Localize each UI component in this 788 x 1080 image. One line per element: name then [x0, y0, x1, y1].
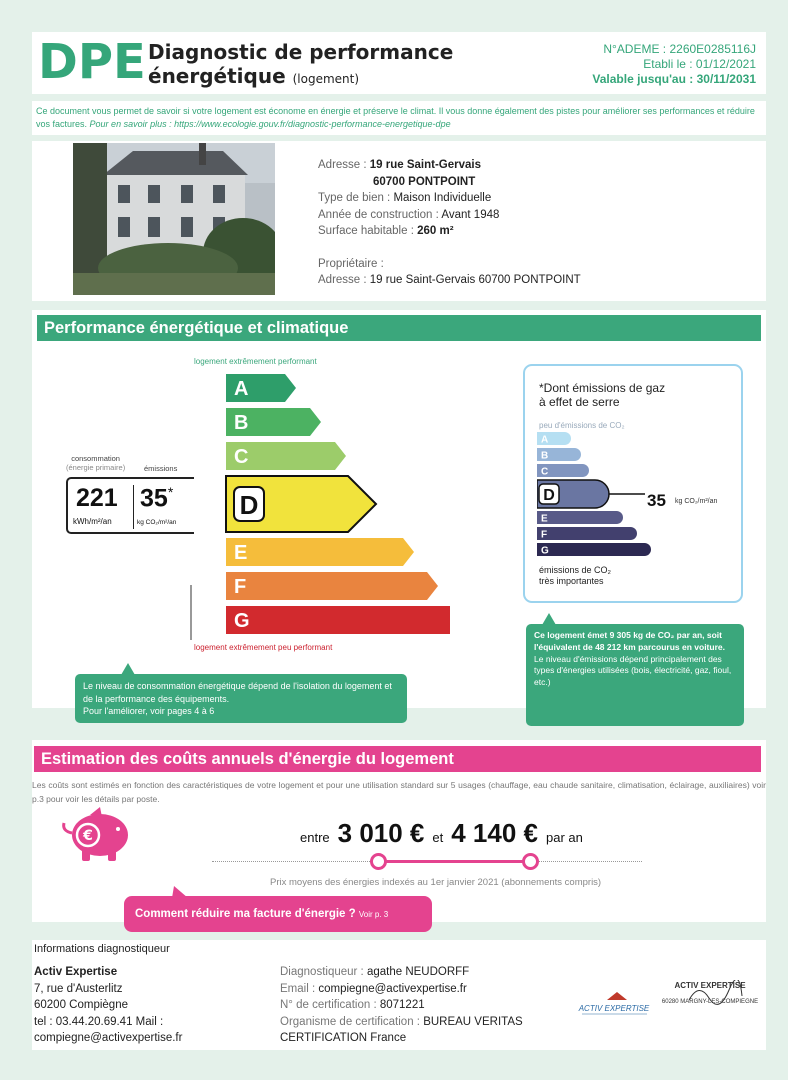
consumption-label-2: (énergie primaire): [66, 463, 126, 472]
per-year-label: par an: [545, 830, 583, 845]
company-address-2: 60200 Compiègne: [34, 999, 128, 1011]
established-date: Etabli le : 01/12/2021: [643, 57, 756, 71]
energy-class-a: [226, 374, 296, 402]
piggy-bank-icon: [60, 805, 132, 863]
ges-value: 35: [647, 491, 666, 510]
stamp-line: 60280 MARGNY-LES-COMPIEGNE: [661, 999, 759, 1005]
ademe-number: N°ADEME : 2260E0285116J: [603, 42, 756, 56]
energy-tip: [75, 674, 407, 723]
emissions-number: 35: [140, 484, 168, 513]
cert-value: 8071221: [379, 999, 425, 1011]
company-info: [34, 964, 182, 1047]
ges-unit: kg CO₂/m²/an: [675, 498, 718, 505]
ges-class-d: [537, 480, 645, 508]
svg-text:D: D: [543, 487, 555, 504]
ges-title-2: à effet de serre: [539, 395, 620, 409]
valid-until: Valable jusqu'au : 30/11/2031: [592, 72, 756, 86]
ges-bottom-label: [539, 565, 611, 587]
svg-text:A: A: [541, 434, 549, 446]
performance-section: [32, 310, 766, 716]
svg-text:E: E: [541, 513, 548, 525]
email-value[interactable]: compiegne@activexpertise.fr: [318, 982, 467, 995]
svg-text:G: G: [541, 545, 549, 557]
svg-text:A: A: [234, 378, 249, 400]
org-value-2: CERTIFICATION France: [280, 1032, 407, 1044]
energy-tip-line-1: Le niveau de consommation énergétique dépend de l'isolation du logement et de la performance des équipements.: [83, 681, 392, 704]
type-label: Type de bien :: [318, 192, 391, 204]
energy-class-b: [226, 408, 321, 436]
box-separator: [133, 485, 134, 529]
ges-title: [539, 381, 665, 409]
emissions-unit: kg CO₂/m²/an: [137, 519, 177, 526]
ges-class-c: [537, 464, 589, 478]
energy-class-e: [226, 538, 414, 566]
owner-address-value: 19 rue Saint-Gervais 60700 PONTPOINT: [369, 274, 581, 286]
svg-text:C: C: [234, 446, 249, 468]
surface-label: Surface habitable :: [318, 225, 414, 237]
ges-class-b: [537, 448, 581, 462]
signature-mark: [684, 980, 744, 1006]
diagnostician-info: [280, 964, 523, 1047]
consumption-label-1: consommation: [71, 454, 120, 463]
property-info: [318, 157, 581, 289]
ges-class-g: [537, 543, 651, 557]
reduce-bill-link[interactable]: Voir p. 3: [358, 910, 389, 919]
costs-description: Les coûts sont estimés en fonction des caractéristiques de votre logement et pour une utilisation standard sur 5 usages (chauffage, eau chaude sanitaire, climatisation, éclairage, auxiliaires) voir p.3 pour voir les détails par poste.: [32, 780, 766, 804]
range-dot-high: [522, 853, 539, 870]
ges-box: [523, 364, 743, 603]
svg-text:ACTIV EXPERTISE: ACTIV EXPERTISE: [578, 1004, 650, 1013]
scale-top-label: logement extrêmement performant: [194, 357, 317, 366]
title-suffix: (logement): [292, 72, 360, 86]
org-value-1: BUREAU VERITAS: [423, 1015, 523, 1028]
energy-class-f: [226, 572, 438, 600]
ges-class-f: [537, 527, 637, 541]
email-label: Email :: [280, 982, 316, 995]
ges-bottom-label-1: émissions de CO₂: [539, 565, 612, 575]
header-meta: [592, 42, 756, 87]
diag-value: agathe NEUDORFF: [366, 966, 470, 978]
scale-divider: [190, 585, 192, 640]
svg-text:B: B: [541, 450, 549, 462]
org-label: Organisme de certification :: [280, 1015, 420, 1028]
type-value: Maison Individuelle: [393, 192, 492, 204]
ges-class-e: [537, 511, 623, 525]
svg-text:C: C: [541, 466, 549, 478]
surface-value: 260 m²: [417, 225, 454, 237]
company-name: Activ Expertise: [34, 966, 118, 978]
energy-scale: [190, 368, 450, 653]
svg-text:G: G: [234, 610, 250, 632]
company-mail[interactable]: compiegne@activexpertise.fr: [34, 1032, 183, 1044]
property-section: [32, 141, 766, 301]
svg-text:E: E: [234, 542, 248, 564]
consumption-box: [66, 477, 194, 534]
intro-body: Ce document vous permet de savoir si votre logement est économe en énergie et préserve le climat. Il vous donne également des pistes pour améliorer ses performances et réduire vos factures.: [36, 106, 755, 129]
range-dot-low: [370, 853, 387, 870]
range-solid-line: [378, 860, 530, 863]
ges-tip-normal: Le niveau d'émissions dépend principalement des types d'énergies utilisées (bois, électricité, gaz, fioul, etc.): [534, 653, 732, 688]
svg-text:B: B: [234, 412, 249, 434]
address-line-2: 60700 PONTPOINT: [373, 175, 476, 188]
cost-range: [300, 818, 705, 849]
header: [32, 32, 766, 94]
emissions-star: *: [167, 484, 174, 500]
intro-text: [32, 101, 766, 135]
stamp-title: ACTIV EXPERTISE: [674, 981, 746, 990]
intro-link[interactable]: Pour en savoir plus : https://www.ecologie.gouv.fr/diagnostic-performance-energetique-dpe: [89, 119, 451, 129]
energy-tip-line-2: Pour l'améliorer, voir pages 4 à 6: [83, 706, 215, 716]
diag-label: Diagnostiqueur :: [280, 966, 364, 978]
ges-title-1: *Dont émissions de gaz: [539, 381, 666, 395]
emissions-label: émissions: [144, 464, 178, 473]
ges-top-label: peu d'émissions de CO₂: [539, 421, 625, 430]
ges-tip-bold: Ce logement émet 9 305 kg de CO₂ par an, soit l'équivalent de 48 212 km parcourus en voiture.: [534, 630, 725, 652]
ges-bottom-label-2: très importantes: [539, 576, 604, 586]
cost-high: 4 140 €: [451, 818, 538, 848]
address-line-1: 19 rue Saint-Gervais: [369, 159, 482, 171]
energy-class-g: [226, 606, 450, 634]
reduce-bill-button[interactable]: [124, 896, 432, 932]
and-label: et: [432, 830, 444, 845]
address-label: Adresse :: [318, 159, 367, 171]
scale-bottom-label: logement extrêmement peu performant: [194, 643, 333, 652]
title-line-2: énergétique: [148, 64, 286, 88]
consumption-label: [66, 454, 125, 472]
owner-address-label: Adresse :: [318, 274, 367, 286]
company-stamp: [654, 972, 766, 1036]
prices-note: Prix moyens des énergies indexés au 1er janvier 2021 (abonnements compris): [270, 877, 602, 888]
costs-title: Estimation des coûts annuels d'énergie du logement: [34, 746, 761, 772]
diagnostician-heading: Informations diagnostiqueur: [34, 943, 170, 955]
emissions-value: [140, 484, 173, 513]
energy-class-c: [226, 442, 346, 470]
dpe-logo: DPE: [38, 34, 146, 90]
consumption-unit: kWh/m²/an: [73, 517, 112, 526]
cost-low: 3 010 €: [337, 818, 425, 848]
between-label: entre: [300, 830, 330, 845]
page-title: [148, 40, 453, 91]
svg-text:F: F: [541, 529, 548, 541]
performance-title: Performance énergétique et climatique: [37, 315, 761, 341]
svg-text:F: F: [234, 576, 247, 598]
activ-expertise-logo: [577, 990, 652, 1018]
diagnostician-section: [32, 940, 766, 1050]
company-address-1: 7, rue d'Austerlitz: [34, 982, 123, 995]
svg-text:€: €: [83, 828, 93, 844]
company-tel: tel : 03.44.20.69.41 Mail :: [34, 1015, 164, 1028]
consumption-value: 221: [76, 484, 118, 512]
title-line-1: Diagnostic de performance: [148, 40, 454, 64]
ges-class-a: [537, 432, 571, 446]
energy-class-d: [226, 476, 376, 532]
svg-text:D: D: [239, 490, 259, 520]
reduce-bill-label: Comment réduire ma facture d'énergie ?: [135, 908, 356, 920]
cert-label: N° de certification :: [280, 999, 377, 1011]
house-photo: [73, 143, 275, 295]
year-value: Avant 1948: [441, 208, 500, 221]
owner-label: Propriétaire :: [318, 257, 384, 270]
costs-section: [32, 740, 766, 922]
ges-tip: [526, 624, 744, 726]
year-label: Année de construction :: [318, 208, 439, 221]
